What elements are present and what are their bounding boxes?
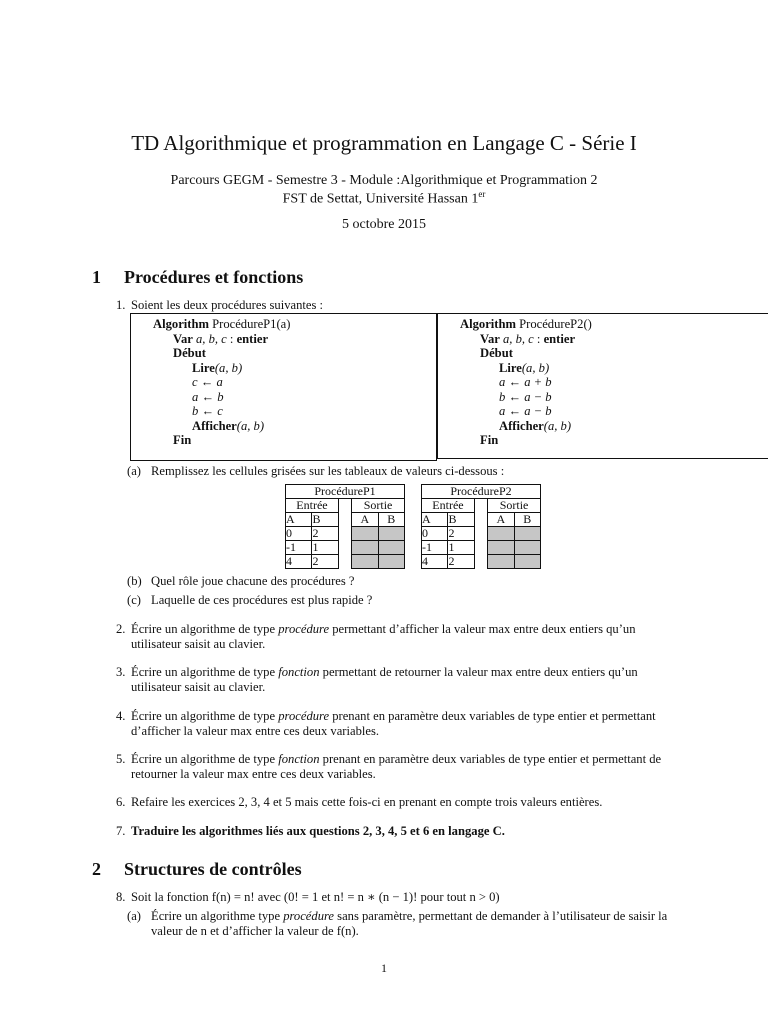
table-cell: 4 xyxy=(286,555,312,569)
question-number: 1. xyxy=(116,298,126,312)
algo-debut: Début xyxy=(480,346,513,360)
sub-text: Laquelle de ces procédures est plus rapide ? xyxy=(151,593,373,607)
table-cell: 0 xyxy=(286,527,312,541)
table-cell: 2 xyxy=(448,555,474,569)
afficher-args: (a, b) xyxy=(236,418,265,433)
table-cell: -1 xyxy=(422,541,448,555)
question-text xyxy=(131,709,676,739)
algo-name: ProcédureP1(a) xyxy=(212,317,291,331)
table-gap xyxy=(338,527,351,541)
grey-cell xyxy=(378,541,404,555)
table-gap xyxy=(338,541,351,555)
table-col-b: B xyxy=(448,513,474,527)
table-cell: 4 xyxy=(422,555,448,569)
question-text xyxy=(131,622,676,652)
table-gap xyxy=(338,513,351,527)
grey-cell xyxy=(378,555,404,569)
var-keyword: Var xyxy=(173,331,193,346)
text-emphasis: fonction xyxy=(278,665,320,679)
table-col-a: A xyxy=(488,513,514,527)
table-sortie-header: Sortie xyxy=(488,499,541,513)
table-row xyxy=(422,555,541,569)
text-emphasis: fonction xyxy=(278,752,320,766)
algo-stmt-3: a ← a − b xyxy=(499,404,552,418)
value-table-p2 xyxy=(421,484,541,569)
page-number: 1 xyxy=(381,961,387,975)
grey-cell xyxy=(352,555,378,569)
grey-cell xyxy=(352,527,378,541)
algo-header xyxy=(153,317,290,332)
table-cell: 1 xyxy=(448,541,474,555)
question-1 xyxy=(116,298,676,313)
sub-label: (c) xyxy=(127,593,141,607)
ordinal-superscript: er xyxy=(478,189,486,199)
var-list: a, b, c xyxy=(502,331,534,346)
algo-header xyxy=(460,317,592,332)
section-number: 1 xyxy=(92,267,101,287)
question-text: Soient les deux procédures suivantes : xyxy=(131,298,324,312)
var-sep: : xyxy=(533,331,544,346)
table-entree-header: Entrée xyxy=(286,499,339,513)
table-gap xyxy=(338,555,351,569)
var-sep: : xyxy=(226,331,237,346)
table-row xyxy=(286,527,405,541)
question-number: 7. xyxy=(116,824,126,838)
algo-afficher xyxy=(192,419,264,434)
section-title: Structures de contrôles xyxy=(124,859,302,879)
lire-args: (a, b) xyxy=(214,360,243,375)
text-part: sans paramètre, permettant de demander à l’utilisateur de saisir la valeur de n et d’afficher la valeur de f(n). xyxy=(151,909,668,938)
text-part: Écrire un algorithme de type xyxy=(131,665,279,679)
question-number: 6. xyxy=(116,795,126,809)
text-part: Écrire un algorithme de type xyxy=(131,709,279,723)
sub-text: Remplissez les cellules grisées sur les tableaux de valeurs ci-dessous : xyxy=(151,464,505,478)
algo-stmt-1: c ← a xyxy=(192,375,223,389)
table-gap xyxy=(474,541,487,555)
table-col-a: A xyxy=(422,513,448,527)
table-cell: 2 xyxy=(312,555,338,569)
section-heading-2 xyxy=(92,859,302,880)
table-col-b: B xyxy=(312,513,338,527)
question-text: Traduire les algorithmes liés aux questions 2, 3, 4, 5 et 6 en langage C. xyxy=(131,824,505,838)
table-col-a: A xyxy=(286,513,312,527)
algo-lire xyxy=(499,361,549,376)
document-title: TD Algorithmique et programmation en Langage C - Série I xyxy=(131,131,637,155)
table-row xyxy=(286,541,405,555)
table-gap xyxy=(474,555,487,569)
table-cell: 1 xyxy=(312,541,338,555)
algo-stmt-2: b ← a − b xyxy=(499,389,552,404)
lire-args: (a, b) xyxy=(521,360,550,375)
algo-var-line xyxy=(173,332,268,347)
var-type: entier xyxy=(236,331,269,346)
grey-cell xyxy=(514,541,540,555)
table-cell: 2 xyxy=(448,527,474,541)
question-text xyxy=(131,665,676,695)
sub-label: (b) xyxy=(127,574,142,588)
institution-text: FST de Settat, Université Hassan 1 xyxy=(282,191,479,207)
algo-stmt-2: a ← b xyxy=(192,389,224,404)
question-text xyxy=(131,752,676,782)
question-4 xyxy=(116,709,676,739)
text-emphasis: procédure xyxy=(283,909,335,923)
question-number: 3. xyxy=(116,665,126,679)
sub-text: Quel rôle joue chacune des procédures ? xyxy=(151,574,355,588)
question-number: 8. xyxy=(116,890,126,904)
question-6 xyxy=(116,795,676,810)
text-part: permettant de retourner la valeur max entre deux entiers qu’un utilisateur saisit au clavier. xyxy=(131,665,638,694)
question-number: 4. xyxy=(116,709,126,723)
afficher-keyword: Afficher xyxy=(499,418,544,433)
question-5 xyxy=(116,752,676,782)
question-7 xyxy=(116,824,676,839)
question-8a xyxy=(127,909,677,939)
var-type: entier xyxy=(543,331,576,346)
table-row xyxy=(286,555,405,569)
question-text: Soit la fonction f(n) = n! avec (0! = 1 et n! = n ∗ (n − 1)! pour tout n > 0) xyxy=(131,890,500,904)
question-number: 5. xyxy=(116,752,126,766)
value-table-p1 xyxy=(285,484,405,569)
grey-cell xyxy=(488,541,514,555)
question-number: 2. xyxy=(116,622,126,636)
document-date: 5 octobre 2015 xyxy=(342,217,426,232)
table-gap xyxy=(474,513,487,527)
table-sortie-header: Sortie xyxy=(352,499,405,513)
table-gap xyxy=(474,527,487,541)
algo-keyword: Algorithm xyxy=(153,317,209,331)
text-part: permettant d’afficher la valeur max entre deux entiers qu’un utilisateur saisit au clavier. xyxy=(131,622,636,651)
grey-cell xyxy=(514,527,540,541)
afficher-args: (a, b) xyxy=(543,418,572,433)
text-emphasis: procédure xyxy=(278,709,330,723)
table-col-b: B xyxy=(378,513,404,527)
algo-var-line xyxy=(480,332,575,347)
question-1a xyxy=(127,464,677,479)
algo-stmt-1: a ← a + b xyxy=(499,375,552,389)
text-part: Écrire un algorithme de type xyxy=(131,752,279,766)
algo-fin: Fin xyxy=(480,433,499,447)
question-2 xyxy=(116,622,676,652)
question-3 xyxy=(116,665,676,695)
lire-keyword: Lire xyxy=(499,360,522,375)
table-gap xyxy=(474,499,487,513)
algo-fin: Fin xyxy=(173,433,192,447)
table-col-b: B xyxy=(514,513,540,527)
afficher-keyword: Afficher xyxy=(192,418,237,433)
grey-cell xyxy=(488,555,514,569)
grey-cell xyxy=(514,555,540,569)
text-part: Écrire un algorithme de type xyxy=(131,622,279,636)
sub-label: (a) xyxy=(127,909,141,923)
var-list: a, b, c xyxy=(195,331,227,346)
question-text: Refaire les exercices 2, 3, 4 et 5 mais cette fois-ci en prenant en compte trois valeurs entières. xyxy=(131,795,603,809)
course-line: Parcours GEGM - Semestre 3 - Module :Algorithmique et Programmation 2 xyxy=(170,173,598,188)
section-heading-1 xyxy=(92,267,303,288)
text-part: prenant en paramètre deux variables de type entier et permettant de retourner la valeur max entre ces deux variables. xyxy=(131,752,662,781)
table-cell: -1 xyxy=(286,541,312,555)
grey-cell xyxy=(378,527,404,541)
institution-line xyxy=(0,189,768,208)
table-cell: 2 xyxy=(312,527,338,541)
table-gap xyxy=(338,499,351,513)
algo-afficher xyxy=(499,419,571,434)
lire-keyword: Lire xyxy=(192,360,215,375)
sub-text xyxy=(151,909,677,939)
grey-cell xyxy=(488,527,514,541)
section-number: 2 xyxy=(92,859,101,879)
algorithm-box-p1 xyxy=(130,313,437,461)
table-title: ProcédureP1 xyxy=(286,485,405,499)
table-title: ProcédureP2 xyxy=(422,485,541,499)
table-entree-header: Entrée xyxy=(422,499,475,513)
table-cell: 0 xyxy=(422,527,448,541)
table-row xyxy=(422,541,541,555)
text-emphasis: procédure xyxy=(278,622,330,636)
text-part: prenant en paramètre deux variables de type entier et permettant d’afficher la valeur max entre ces deux variables. xyxy=(131,709,656,738)
algo-keyword: Algorithm xyxy=(460,317,516,331)
algo-lire xyxy=(192,361,242,376)
question-8 xyxy=(116,890,676,905)
grey-cell xyxy=(352,541,378,555)
algo-debut: Début xyxy=(173,346,206,360)
text-part: Écrire un algorithme type xyxy=(151,909,284,923)
table-col-a: A xyxy=(352,513,378,527)
question-1c xyxy=(127,593,677,608)
algorithm-box-p2 xyxy=(437,313,768,459)
algo-name: ProcédureP2() xyxy=(519,317,592,331)
algo-stmt-3: b ← c xyxy=(192,404,223,418)
sub-label: (a) xyxy=(127,464,141,478)
var-keyword: Var xyxy=(480,331,500,346)
table-row xyxy=(422,527,541,541)
question-1b xyxy=(127,574,677,589)
section-title: Procédures et fonctions xyxy=(124,267,304,287)
